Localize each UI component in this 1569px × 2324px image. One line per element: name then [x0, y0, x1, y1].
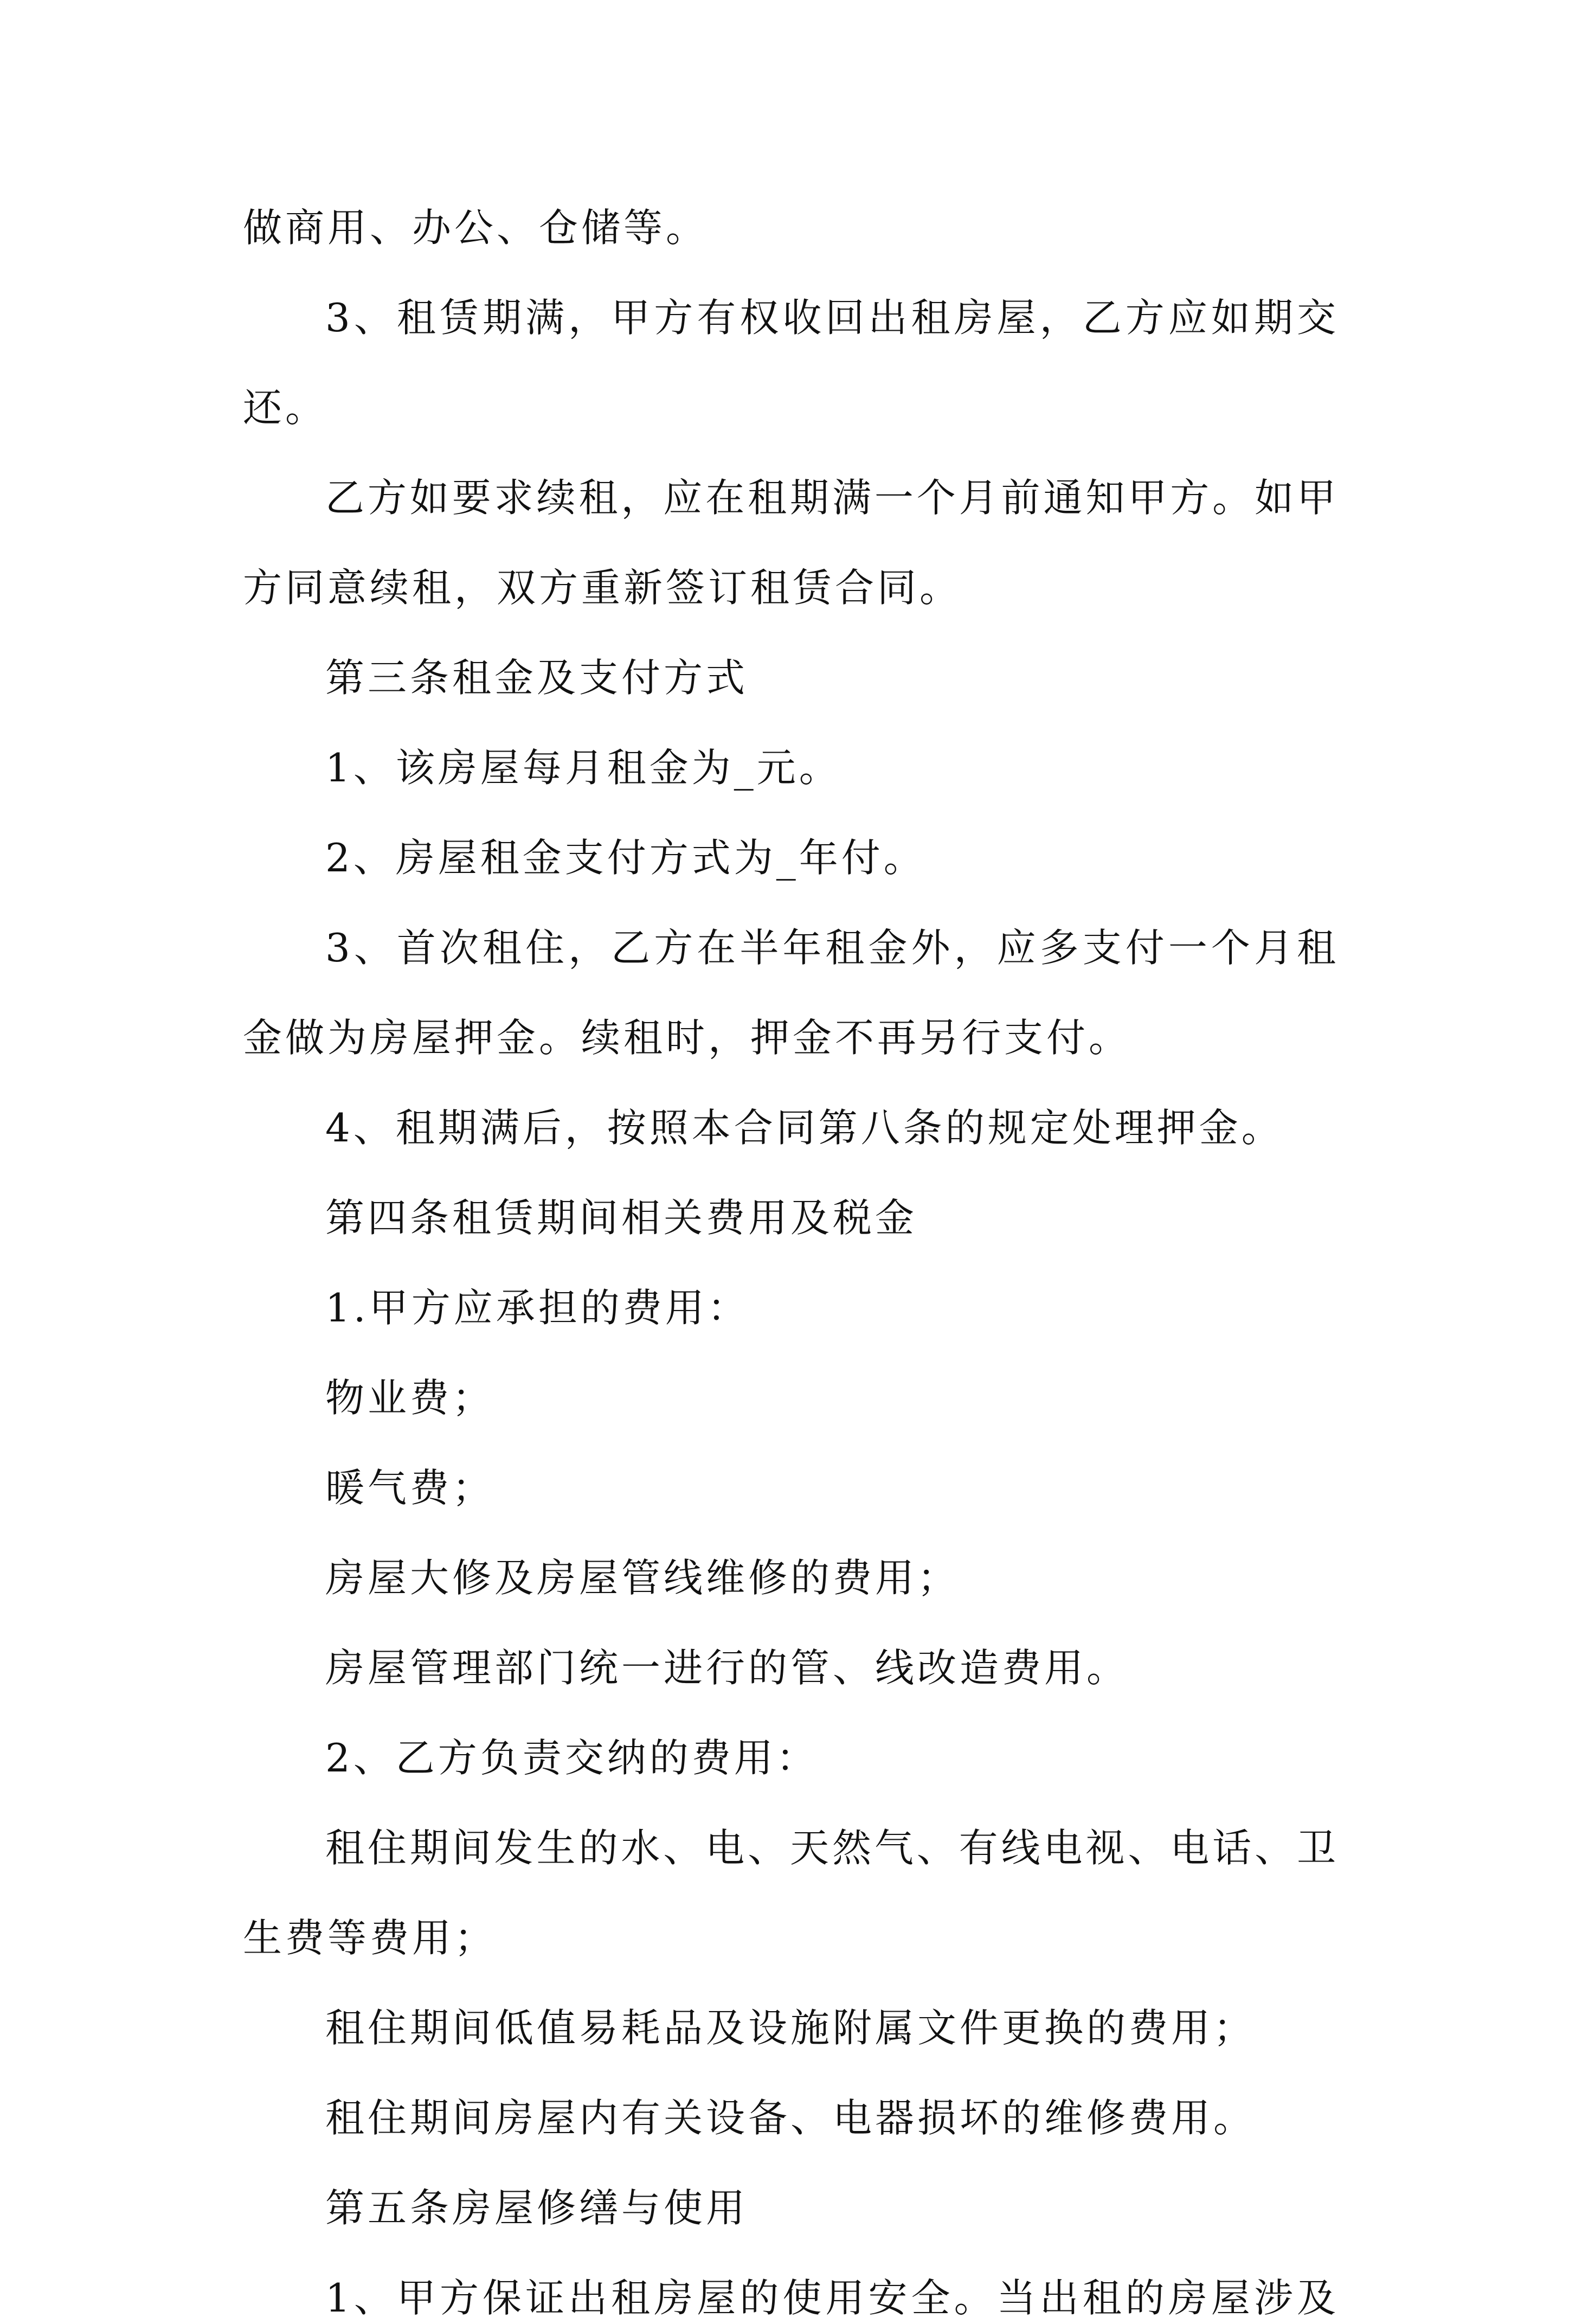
- text-line: 暖气费；: [325, 1465, 495, 1511]
- text-line: 3、租赁期满，甲方有权收回出租房屋，乙方应如期交: [325, 295, 1336, 341]
- section-heading: 第三条租金及支付方式: [325, 655, 749, 701]
- text-line: 房屋大修及房屋管线维修的费用；: [325, 1555, 960, 1601]
- text-line: 3、首次租住，乙方在半年租金外，应多支付一个月租: [325, 925, 1336, 971]
- text-line: 1、该房屋每月租金为_元。: [325, 745, 841, 791]
- text-line: 做商用、办公、仓储等。: [243, 205, 709, 251]
- text-line: 租住期间发生的水、电、天然气、有线电视、电话、卫: [325, 1825, 1336, 1871]
- text-line: 2、乙方负责交纳的费用：: [325, 1735, 819, 1781]
- text-line: 物业费；: [325, 1375, 495, 1421]
- text-line: 1、甲方保证出租房屋的使用安全。当出租的房屋涉及: [325, 2275, 1336, 2321]
- text-line: 还。: [243, 385, 328, 431]
- text-line: 方同意续租，双方重新签订租赁合同。: [243, 565, 962, 611]
- text-line: 1.甲方应承担的费用：: [325, 1285, 750, 1331]
- text-line: 乙方如要求续租，应在租期满一个月前通知甲方。如甲: [325, 475, 1336, 521]
- section-heading: 第四条租赁期间相关费用及税金: [325, 1195, 918, 1241]
- text-line: 金做为房屋押金。续租时，押金不再另行支付。: [243, 1015, 1131, 1061]
- text-line: 2、房屋租金支付方式为_年付。: [325, 835, 926, 881]
- section-heading: 第五条房屋修缮与使用: [325, 2185, 749, 2231]
- text-line: 租住期间低值易耗品及设施附属文件更换的费用；: [325, 2005, 1256, 2051]
- text-line: 生费等费用；: [243, 1915, 497, 1961]
- text-line: 4、租期满后，按照本合同第八条的规定处理押金。: [325, 1105, 1284, 1151]
- text-line: 租住期间房屋内有关设备、电器损坏的维修费用。: [325, 2095, 1256, 2141]
- text-line: 房屋管理部门统一进行的管、线改造费用。: [325, 1645, 1129, 1691]
